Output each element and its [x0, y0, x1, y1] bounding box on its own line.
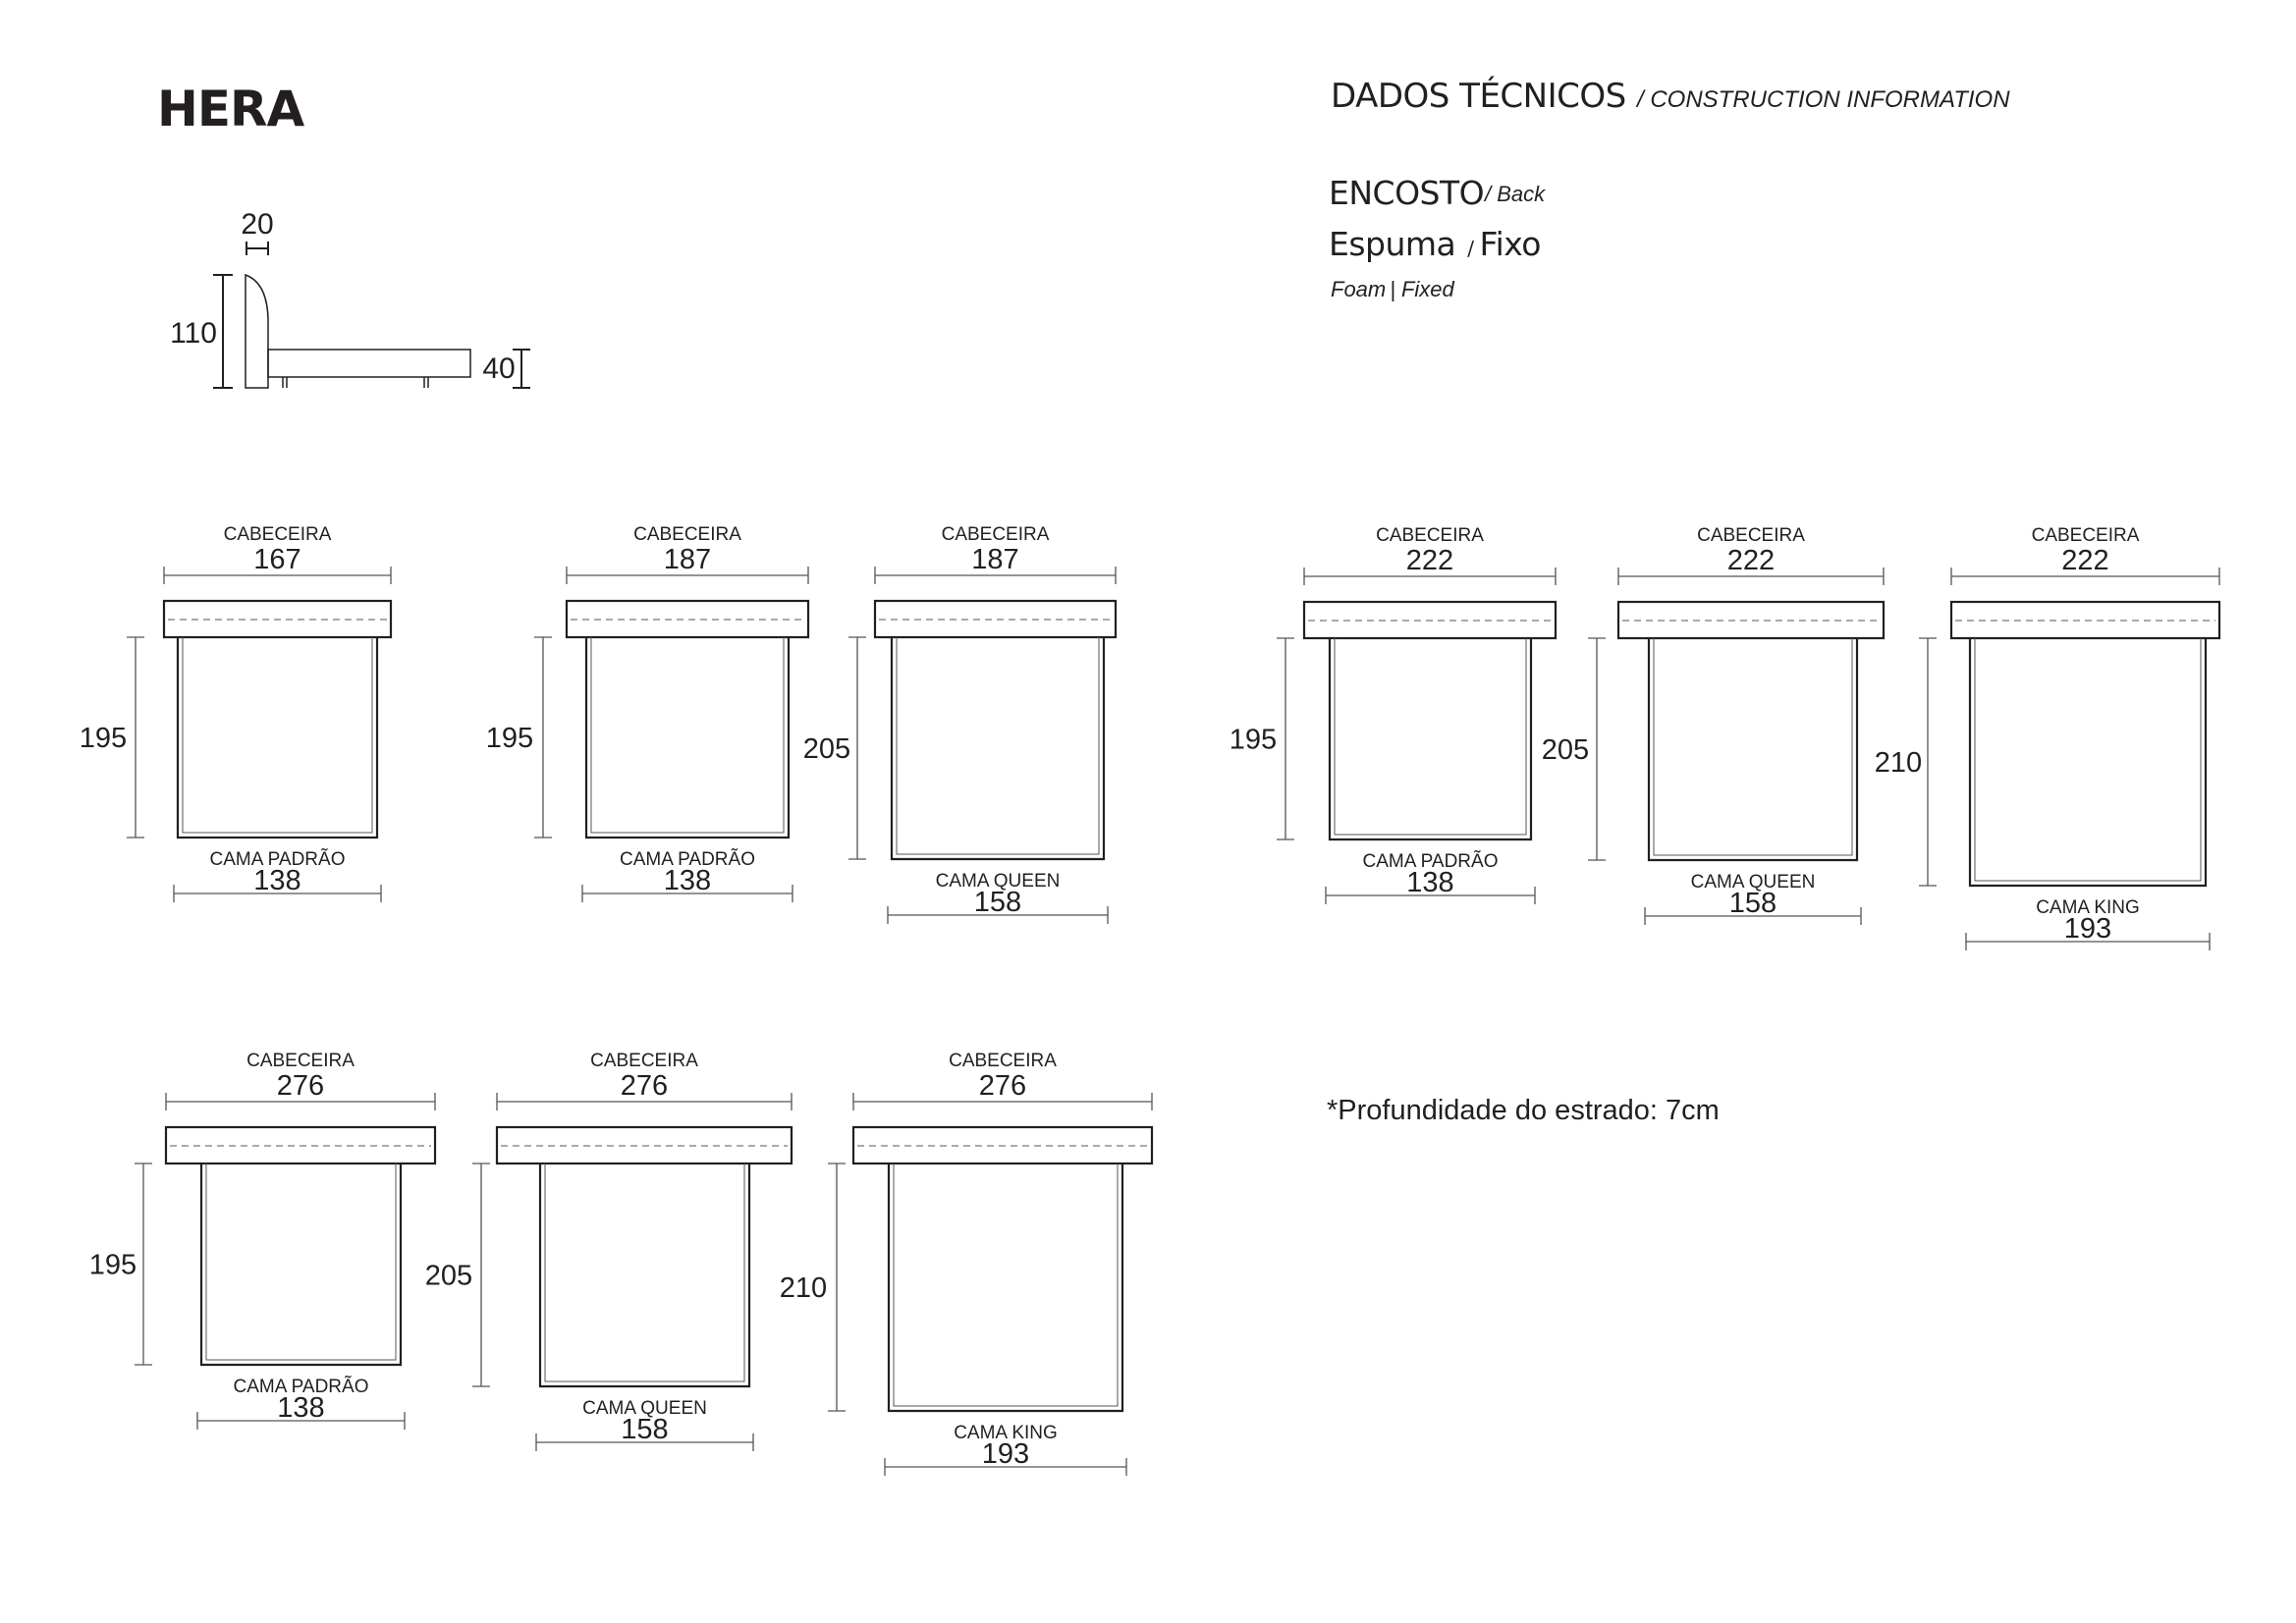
- headboard-width-value: 222: [2061, 545, 2109, 576]
- headboard-label: CABECEIRA: [949, 1051, 1057, 1071]
- bed-width-value: 158: [621, 1414, 669, 1445]
- bed-width-value: 138: [663, 865, 712, 896]
- technical-data-heading-en: / CONSTRUCTION INFORMATION: [1637, 86, 2010, 113]
- bed-frame: [892, 637, 1104, 859]
- headboard-width-value: 187: [663, 544, 712, 575]
- headboard-width-value: 276: [978, 1070, 1027, 1102]
- bed-length-value: 205: [802, 733, 851, 765]
- bed-length-value: 195: [79, 723, 128, 754]
- bed-frame: [1649, 638, 1857, 860]
- bed-plan-8: [425, 1051, 792, 1451]
- bed-plan-5: [1542, 525, 1884, 925]
- bed-plan-9: [780, 1051, 1152, 1476]
- bed-length-value: 210: [1874, 747, 1923, 779]
- bed-type-label: CAMA KING: [954, 1423, 1058, 1443]
- bed-type-label: CAMA QUEEN: [935, 871, 1061, 892]
- bed-length-value: 195: [88, 1249, 137, 1281]
- bed-frame: [540, 1163, 749, 1386]
- bed-frame-inner: [1654, 638, 1852, 855]
- fixed-label-en: Fixed: [1400, 277, 1454, 301]
- bed-width-value: 158: [1728, 888, 1777, 919]
- bed-width-value: 193: [2063, 913, 2112, 945]
- bed-frame-inner: [591, 637, 784, 833]
- product-title: HERA: [157, 81, 304, 137]
- headboard-width-value: 222: [1405, 545, 1454, 576]
- bed-frame: [586, 637, 789, 838]
- bed-type-label: CAMA QUEEN: [582, 1398, 707, 1419]
- bed-plan-1: [80, 524, 391, 902]
- plan-views: [80, 524, 2219, 1476]
- headboard-width-value: 222: [1726, 545, 1776, 576]
- foam-label-en: Foam: [1331, 277, 1387, 301]
- bed-length-value: 205: [424, 1260, 473, 1292]
- bed-frame-inner: [206, 1163, 396, 1360]
- slat-depth-note: *Profundidade do estrado: 7cm: [1327, 1095, 1720, 1126]
- bed-frame: [1970, 638, 2206, 886]
- bed-width-value: 193: [981, 1438, 1030, 1470]
- bed-plan-3: [803, 524, 1116, 924]
- headboard-label: CABECEIRA: [223, 524, 332, 545]
- bed-type-label: CAMA PADRÃO: [1362, 851, 1499, 872]
- bed-frame: [201, 1163, 401, 1365]
- bed-type-label: CAMA QUEEN: [1690, 872, 1816, 893]
- bed-width-value: 158: [973, 887, 1022, 918]
- bed-plan-4: [1230, 525, 1556, 904]
- separator: /: [1467, 237, 1474, 260]
- side-height-label: 110: [170, 317, 217, 350]
- technical-data-heading: DADOS TÉCNICOS: [1331, 77, 1626, 116]
- bed-type-label: CAMA PADRÃO: [209, 849, 346, 870]
- headboard-label: CABECEIRA: [633, 524, 741, 545]
- back-subtitle: / Back: [1485, 182, 1546, 206]
- headboard-label: CABECEIRA: [2031, 525, 2140, 546]
- bed-width-value: 138: [253, 865, 301, 896]
- bed-plan-6: [1875, 525, 2219, 950]
- headboard-label: CABECEIRA: [1376, 525, 1484, 546]
- bed-width-value: 138: [1406, 867, 1454, 898]
- headboard-width-value: 276: [276, 1070, 325, 1102]
- fixed-label: Fixo: [1479, 225, 1541, 263]
- bed-plan-2: [486, 524, 808, 902]
- bed-length-value: 195: [1229, 724, 1278, 756]
- bed-frame-inner: [183, 637, 372, 833]
- bed-type-label: CAMA KING: [2036, 897, 2140, 918]
- headboard-label: CABECEIRA: [941, 524, 1050, 545]
- separator-en: |: [1390, 277, 1395, 301]
- bed-length-value: 210: [779, 1272, 828, 1304]
- headboard-width-value: 167: [253, 544, 301, 575]
- bed-frame: [1330, 638, 1531, 839]
- bed-frame-inner: [545, 1163, 744, 1381]
- bed-type-label: CAMA PADRÃO: [620, 849, 755, 870]
- bed-frame-inner: [897, 637, 1099, 854]
- bed-plan-7: [89, 1051, 435, 1430]
- bed-width-value: 138: [277, 1392, 325, 1424]
- headboard-label: CABECEIRA: [590, 1051, 698, 1071]
- bed-frame-inner: [1335, 638, 1526, 835]
- headboard-width-value: 187: [971, 544, 1019, 575]
- foam-label: Espuma: [1329, 225, 1456, 263]
- bed-frame-inner: [894, 1163, 1118, 1406]
- bed-length-value: 205: [1541, 734, 1590, 766]
- bed-frame-inner: [1975, 638, 2201, 881]
- headboard-width-value: 276: [620, 1070, 669, 1102]
- bed-type-label: CAMA PADRÃO: [233, 1377, 369, 1397]
- back-title: ENCOSTO: [1329, 174, 1485, 212]
- bed-length-value: 195: [485, 723, 534, 754]
- bed-frame: [889, 1163, 1122, 1411]
- headboard-label: CABECEIRA: [246, 1051, 355, 1071]
- headboard-label: CABECEIRA: [1697, 525, 1805, 546]
- side-thickness-label: 20: [241, 208, 274, 241]
- bed-frame: [178, 637, 377, 838]
- side-bed-height-label: 40: [482, 352, 516, 385]
